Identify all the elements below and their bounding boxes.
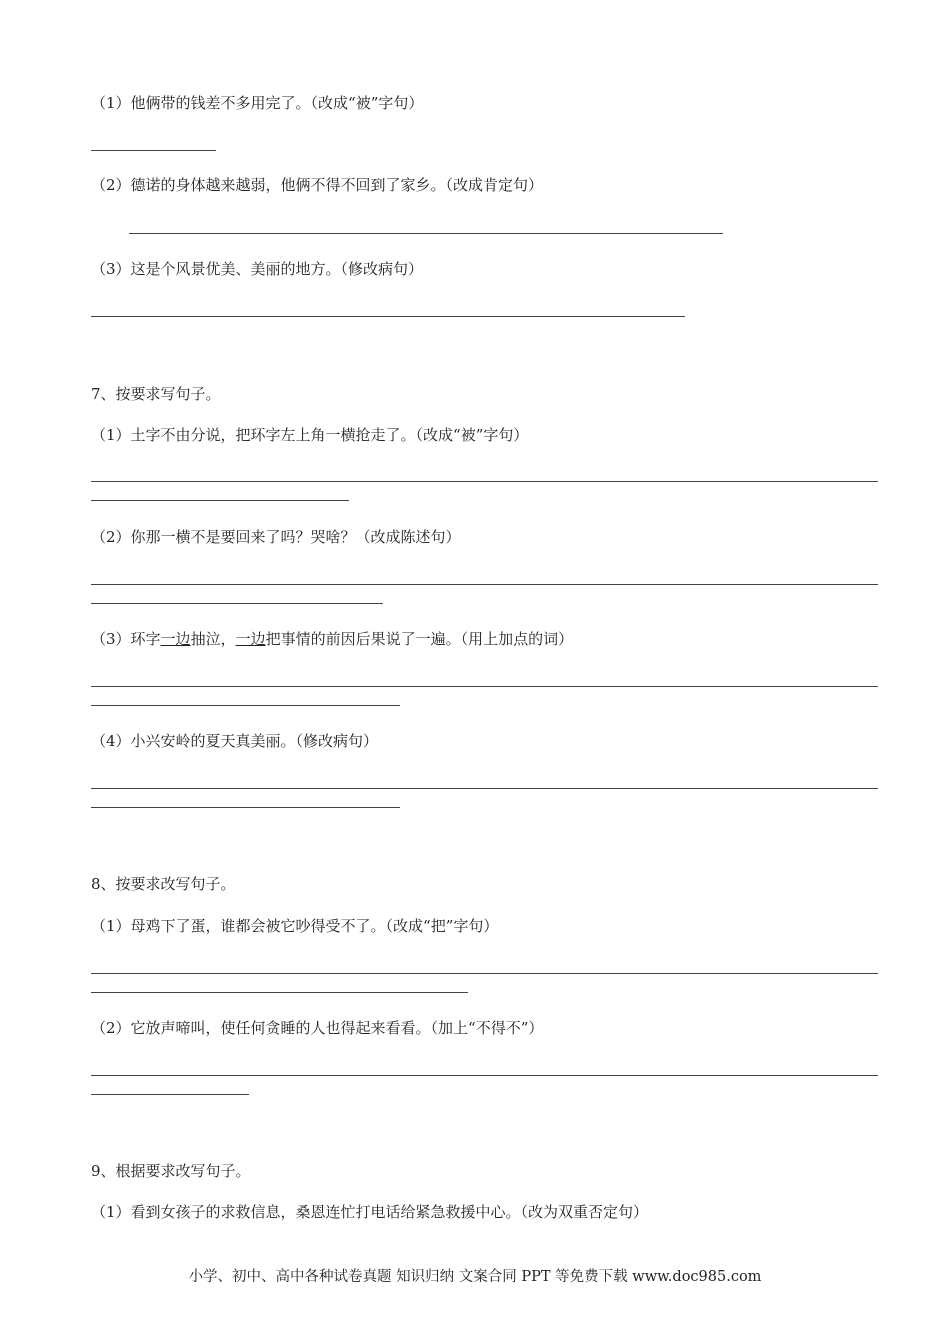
question-7-2: （2）你那一横不是要回来了吗？哭啥？（改成陈述句）: [91, 528, 461, 546]
question-8-title: 8、按要求改写句子。: [91, 875, 236, 893]
answer-line: [91, 316, 685, 317]
q7-3-mid: 抽泣，: [190, 630, 236, 648]
answer-line: [91, 1094, 249, 1095]
answer-line: [91, 584, 878, 585]
dotted-word: 一边: [160, 630, 191, 648]
answer-line: [91, 150, 216, 151]
question-7-1: （1）土字不由分说，把环字左上角一横抢走了。（改成“被”字句）: [91, 426, 529, 444]
question-6-2: （2）德诺的身体越来越弱，他俩不得不回到了家乡。（改成肯定句）: [91, 176, 544, 194]
question-8-1: （1）母鸡下了蛋，谁都会被它吵得受不了。（改成“把”字句）: [91, 917, 499, 935]
answer-line: [91, 973, 878, 974]
answer-line: [91, 807, 400, 808]
question-7-3: [91, 629, 573, 649]
question-7-title: 7、按要求写句子。: [91, 385, 221, 403]
answer-line: [129, 233, 723, 234]
answer-line: [91, 500, 349, 501]
answer-line: [91, 686, 878, 687]
answer-line: [91, 481, 878, 482]
question-8-2: （2）它放声啼叫，使任何贪睡的人也得起来看看。（加上“不得不”）: [91, 1019, 544, 1037]
answer-line: [91, 788, 878, 789]
question-6-3: （3）这是个风景优美、美丽的地方。（修改病句）: [91, 260, 424, 278]
page-footer: 小学、初中、高中各种试卷真题 知识归纳 文案合同 PPT 等免费下载 www.doc985.com: [188, 1269, 762, 1285]
dotted-word: 一边: [235, 630, 266, 648]
q7-3-prefix: （3）环字: [91, 630, 161, 648]
answer-line: [91, 992, 468, 993]
question-9-1: （1）看到女孩子的求救信息，桑恩连忙打电话给紧急救援中心。（改为双重否定句）: [91, 1203, 649, 1221]
question-6-1: （1）他俩带的钱差不多用完了。（改成“被”字句）: [91, 94, 424, 112]
question-9-title: 9、根据要求改写句子。: [91, 1162, 251, 1180]
q7-3-suffix: 把事情的前因后果说了一遍。（用上加点的词）: [265, 630, 574, 648]
answer-line: [91, 1075, 878, 1076]
answer-line: [91, 603, 383, 604]
question-7-4: （4）小兴安岭的夏天真美丽。（修改病句）: [91, 732, 379, 750]
answer-line: [91, 705, 400, 706]
